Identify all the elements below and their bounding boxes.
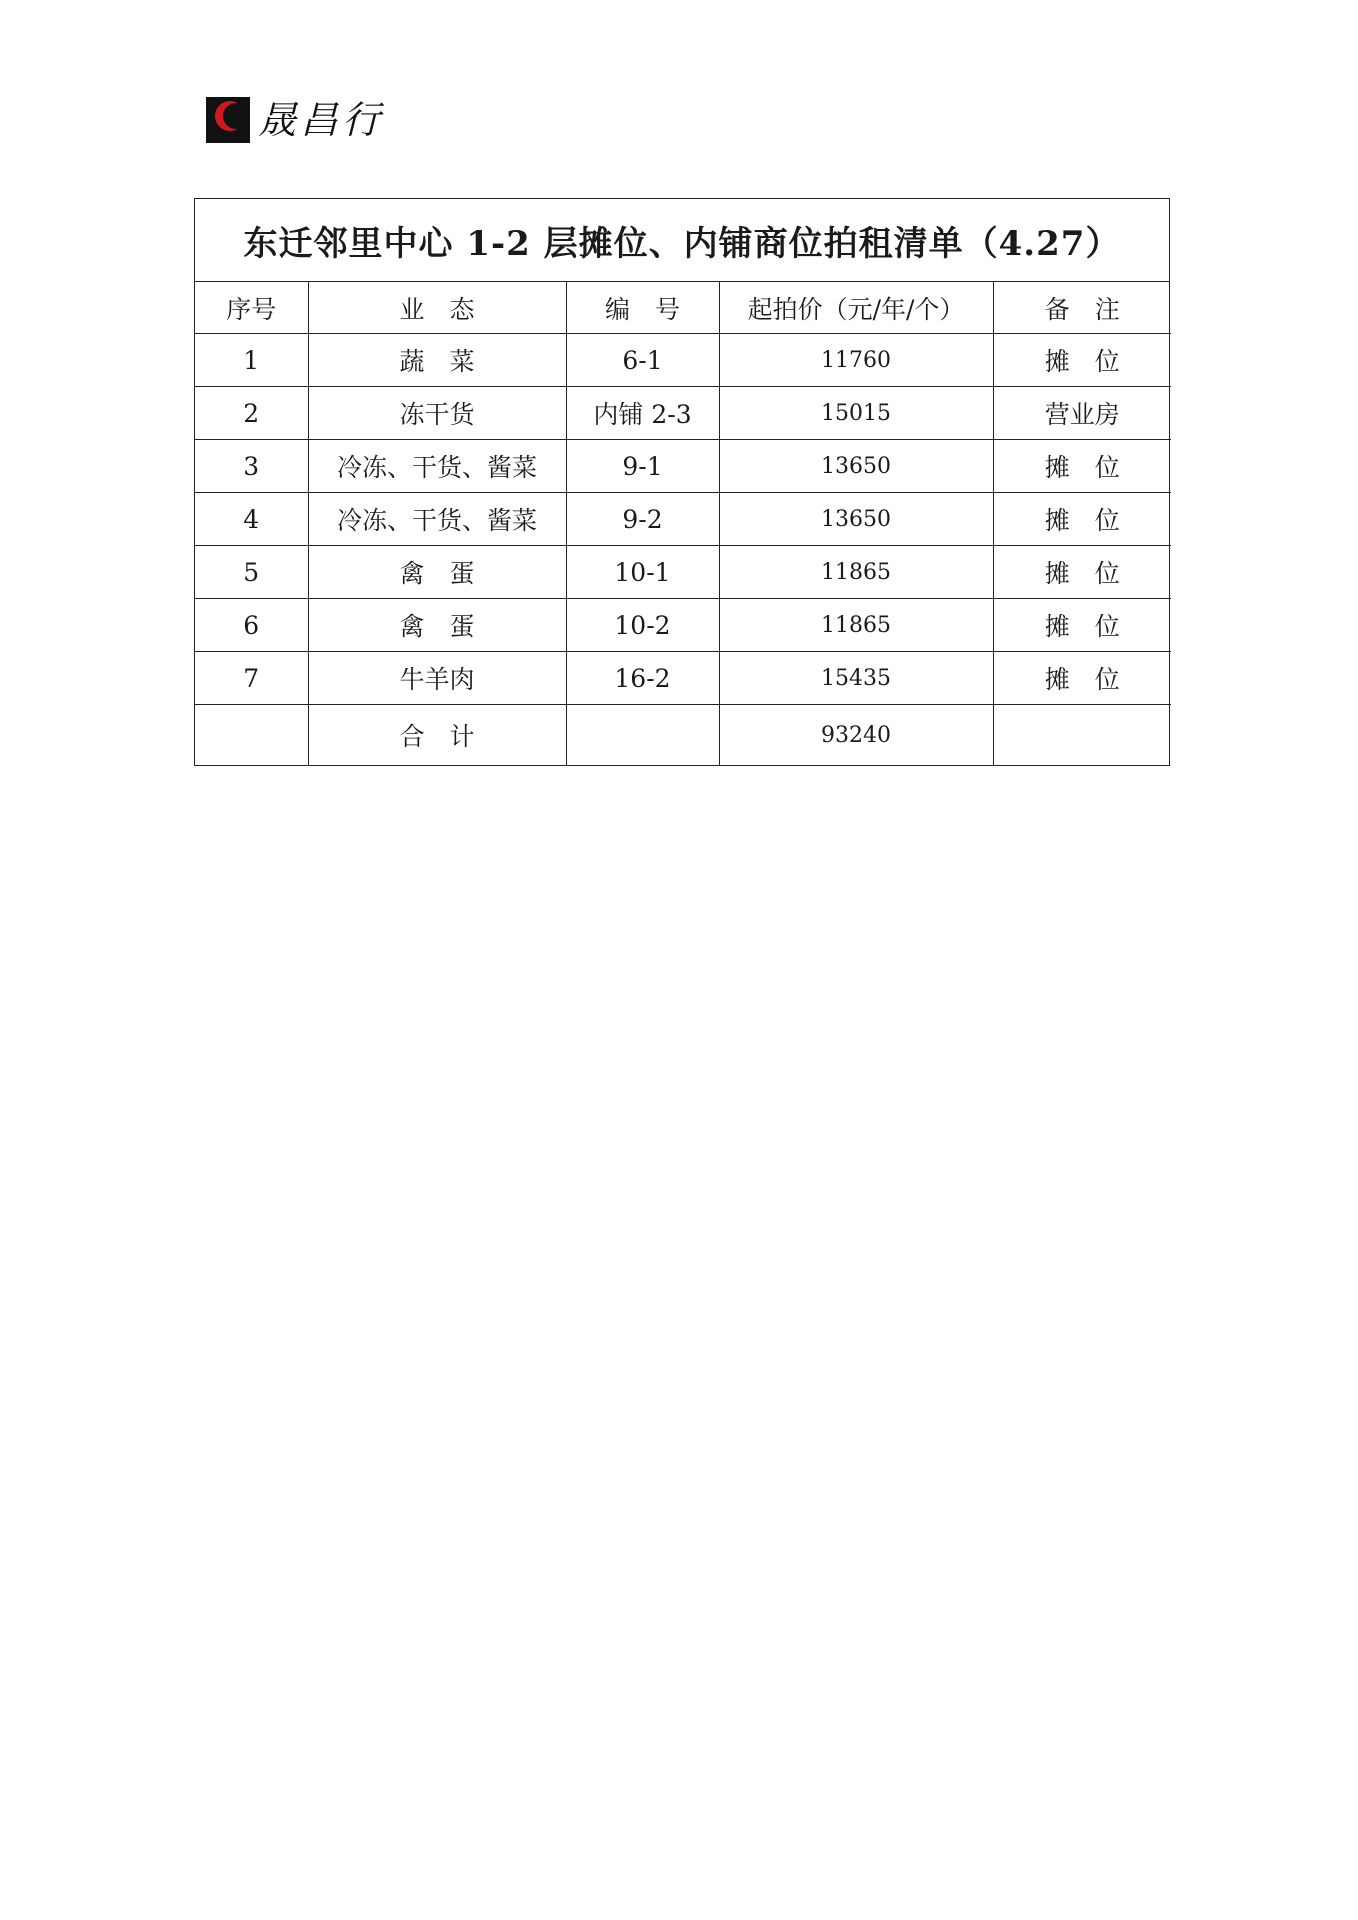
- cell-note: 摊 位: [993, 652, 1171, 705]
- cell-note: 摊 位: [993, 599, 1171, 652]
- table-row: [195, 652, 1171, 705]
- table-row: [195, 334, 1171, 387]
- table-row: [195, 387, 1171, 440]
- cell-no: 1: [195, 334, 308, 387]
- rental-list-table-container: [194, 198, 1170, 766]
- rental-list-table: [195, 282, 1171, 765]
- document-title: 东迁邻里中心 1-2 层摊位、内铺商位拍租清单（4.27）: [195, 199, 1169, 282]
- header-price: 起拍价（元/年/个）: [719, 282, 993, 334]
- cell-price: 15435: [719, 652, 993, 705]
- cell-note: 摊 位: [993, 440, 1171, 493]
- table-total-row: [195, 705, 1171, 766]
- total-note: [993, 705, 1171, 766]
- cell-note: 摊 位: [993, 546, 1171, 599]
- cell-type: 禽 蛋: [308, 599, 566, 652]
- cell-type: 蔬 菜: [308, 334, 566, 387]
- cell-code: 10-2: [566, 599, 719, 652]
- cell-price: 13650: [719, 440, 993, 493]
- total-price: 93240: [719, 705, 993, 766]
- cell-no: 7: [195, 652, 308, 705]
- total-code: [566, 705, 719, 766]
- cell-type: 冷冻、干货、酱菜: [308, 440, 566, 493]
- cell-no: 4: [195, 493, 308, 546]
- cell-code: 9-1: [566, 440, 719, 493]
- logo-text: 晟昌行: [258, 98, 385, 142]
- cell-note: 摊 位: [993, 334, 1171, 387]
- cell-no: 3: [195, 440, 308, 493]
- header-no: 序号: [195, 282, 308, 334]
- table-row: [195, 440, 1171, 493]
- cell-price: 15015: [719, 387, 993, 440]
- cell-code: 内铺 2-3: [566, 387, 719, 440]
- cell-type: 禽 蛋: [308, 546, 566, 599]
- header-code: 编 号: [566, 282, 719, 334]
- cell-type: 冻干货: [308, 387, 566, 440]
- cell-price: 11865: [719, 546, 993, 599]
- table-header-row: [195, 282, 1171, 334]
- logo-mark-icon: [206, 97, 250, 143]
- cell-price: 13650: [719, 493, 993, 546]
- header-note: 备 注: [993, 282, 1171, 334]
- cell-price: 11760: [719, 334, 993, 387]
- table-row: [195, 599, 1171, 652]
- total-label: 合 计: [308, 705, 566, 766]
- cell-code: 6-1: [566, 334, 719, 387]
- cell-code: 10-1: [566, 546, 719, 599]
- cell-price: 11865: [719, 599, 993, 652]
- table-row: [195, 493, 1171, 546]
- cell-code: 16-2: [566, 652, 719, 705]
- cell-code: 9-2: [566, 493, 719, 546]
- cell-no: 2: [195, 387, 308, 440]
- company-logo: [206, 96, 384, 144]
- table-row: [195, 546, 1171, 599]
- cell-no: 5: [195, 546, 308, 599]
- total-no: [195, 705, 308, 766]
- cell-note: 摊 位: [993, 493, 1171, 546]
- cell-type: 冷冻、干货、酱菜: [308, 493, 566, 546]
- cell-no: 6: [195, 599, 308, 652]
- cell-note: 营业房: [993, 387, 1171, 440]
- header-type: 业 态: [308, 282, 566, 334]
- cell-type: 牛羊肉: [308, 652, 566, 705]
